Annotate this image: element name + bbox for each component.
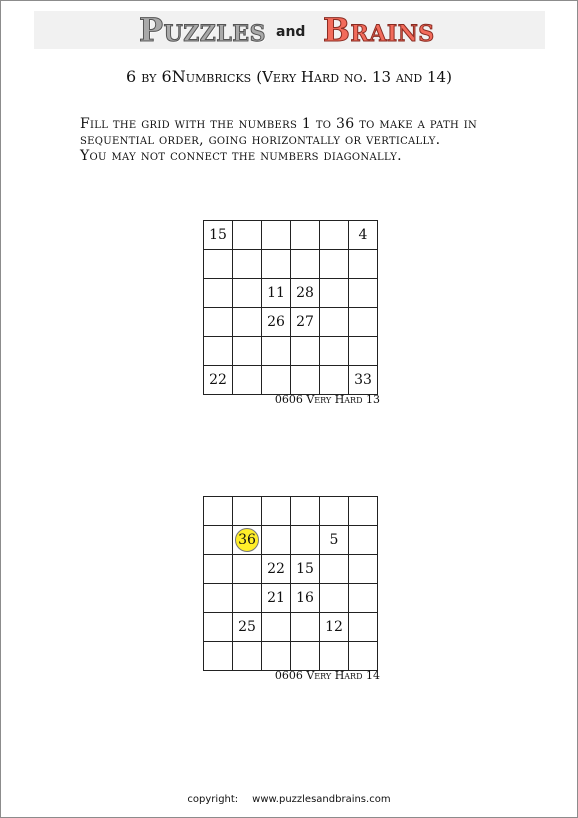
cell-value: 36 [235, 528, 259, 552]
cell-value: 11 [267, 285, 285, 301]
logo-brains-word: Brains [323, 11, 435, 49]
grid-cell[interactable] [262, 497, 291, 526]
grid-cell[interactable] [291, 555, 320, 584]
grid-cell[interactable] [233, 526, 262, 555]
grid-cell[interactable] [262, 642, 291, 671]
grid-cell[interactable] [204, 250, 233, 279]
instruction-line: Fill the grid with the numbers 1 to 36 to make a path in [80, 116, 478, 132]
grid-cell[interactable] [291, 526, 320, 555]
grid-cell[interactable] [291, 221, 320, 250]
grid-cell[interactable] [204, 584, 233, 613]
grid-cell[interactable] [349, 279, 378, 308]
copyright-label: copyright: [187, 794, 239, 805]
grid-cell[interactable] [320, 221, 349, 250]
grid-cell[interactable] [349, 308, 378, 337]
grid-cell[interactable] [349, 366, 378, 395]
grid-cell[interactable] [233, 250, 262, 279]
grid-cell[interactable] [233, 613, 262, 642]
puzzle-grid-14 [203, 496, 378, 671]
grid-cell[interactable] [291, 497, 320, 526]
grid-cell[interactable] [291, 366, 320, 395]
puzzle-grid-13 [203, 220, 378, 395]
grid-cell[interactable] [291, 250, 320, 279]
cell-value: 12 [325, 619, 343, 635]
cell-value: 28 [296, 285, 314, 301]
grid-cell[interactable] [233, 337, 262, 366]
cell-value: 27 [296, 314, 314, 330]
grid-cell[interactable] [349, 584, 378, 613]
grid-cell[interactable] [320, 584, 349, 613]
grid-cell[interactable] [291, 584, 320, 613]
grid-cell[interactable] [262, 613, 291, 642]
grid-cell[interactable] [204, 308, 233, 337]
grid-cell[interactable] [233, 584, 262, 613]
instruction-line: sequential order, going horizontally or vertically. [80, 132, 441, 148]
grid-cell[interactable] [320, 613, 349, 642]
grid-cell[interactable] [204, 221, 233, 250]
copyright-site: www.puzzlesandbrains.com [252, 794, 391, 805]
grid-cell[interactable] [233, 221, 262, 250]
grid-cell[interactable] [320, 366, 349, 395]
grid-cell[interactable] [349, 613, 378, 642]
grid-cell[interactable] [349, 250, 378, 279]
grid-cell[interactable] [204, 279, 233, 308]
grid-cell[interactable] [262, 526, 291, 555]
grid-cell[interactable] [349, 497, 378, 526]
grid-cell[interactable] [204, 497, 233, 526]
grid-cell[interactable] [349, 555, 378, 584]
grid-cell[interactable] [320, 337, 349, 366]
grid-cell[interactable] [349, 221, 378, 250]
grid-cell[interactable] [262, 221, 291, 250]
grid-cell[interactable] [320, 250, 349, 279]
grid-cell[interactable] [233, 642, 262, 671]
grid-cell[interactable] [349, 642, 378, 671]
grid-cell[interactable] [204, 337, 233, 366]
instructions [80, 116, 477, 164]
cell-value: 4 [358, 227, 368, 243]
cell-value: 25 [238, 619, 256, 635]
grid-cell[interactable] [233, 279, 262, 308]
title-main: 6 by 6Numbricks [126, 67, 252, 86]
grid-cell[interactable] [349, 526, 378, 555]
grid-cell[interactable] [349, 337, 378, 366]
cell-value: 26 [267, 314, 285, 330]
grid-cell[interactable] [262, 250, 291, 279]
grid-cell[interactable] [262, 279, 291, 308]
puzzle-caption-14: 0606 Very Hard 14 [274, 669, 380, 682]
grid-cell[interactable] [204, 642, 233, 671]
grid-cell[interactable] [262, 308, 291, 337]
grid-cell[interactable] [291, 613, 320, 642]
grid-cell[interactable] [320, 279, 349, 308]
cell-value: 33 [354, 372, 372, 388]
grid-cell[interactable] [204, 366, 233, 395]
grid-cell[interactable] [320, 555, 349, 584]
grid-cell[interactable] [262, 366, 291, 395]
logo-puzzles-word: Puzzles [139, 11, 266, 49]
logo-and-word: and [276, 24, 306, 40]
grid-cell[interactable] [233, 555, 262, 584]
cell-value: 5 [329, 532, 339, 548]
grid-cell[interactable] [233, 366, 262, 395]
cell-value: 16 [296, 590, 314, 606]
grid-cell[interactable] [320, 497, 349, 526]
grid-cell[interactable] [233, 308, 262, 337]
instruction-line: You may not connect the numbers diagonally. [80, 148, 402, 164]
footer [0, 794, 578, 805]
cell-value: 15 [296, 561, 314, 577]
grid-cell[interactable] [262, 337, 291, 366]
grid-cell[interactable] [320, 526, 349, 555]
grid-cell[interactable] [204, 555, 233, 584]
title-sub: (Very Hard no. 13 and 14) [256, 68, 452, 86]
cell-value: 22 [267, 561, 285, 577]
grid-cell[interactable] [320, 308, 349, 337]
grid-cell[interactable] [204, 613, 233, 642]
page-title [0, 67, 578, 86]
cell-value: 15 [209, 227, 227, 243]
puzzle-caption-13: 0606 Very Hard 13 [274, 393, 380, 406]
grid-cell[interactable] [291, 337, 320, 366]
grid-cell[interactable] [320, 642, 349, 671]
grid-cell[interactable] [291, 279, 320, 308]
grid-cell[interactable] [233, 497, 262, 526]
grid-cell[interactable] [204, 526, 233, 555]
cell-value: 22 [209, 372, 227, 388]
cell-value: 21 [267, 590, 285, 606]
grid-cell[interactable] [262, 555, 291, 584]
grid-cell[interactable] [291, 308, 320, 337]
grid-cell[interactable] [291, 642, 320, 671]
grid-cell[interactable] [262, 584, 291, 613]
